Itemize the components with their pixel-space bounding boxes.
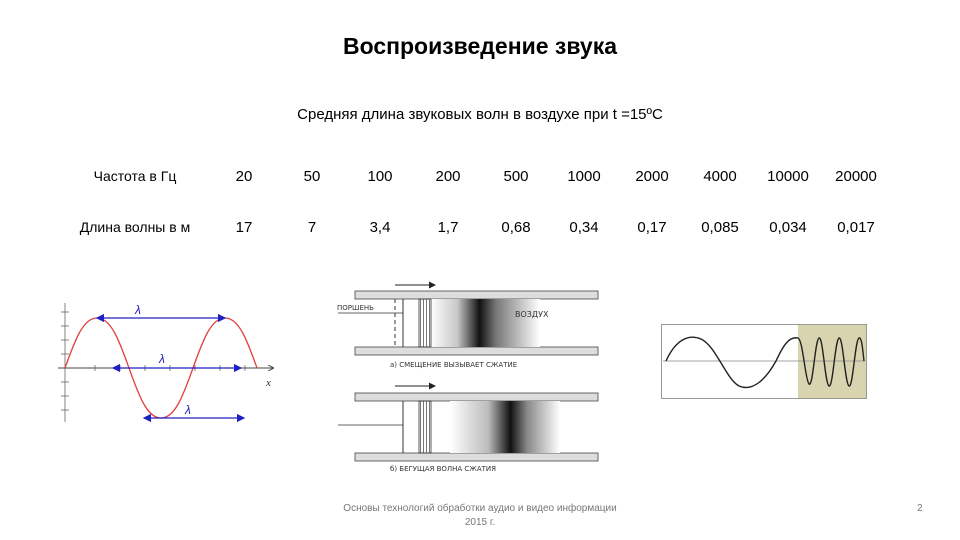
table-cell: 1000 xyxy=(567,167,601,185)
piston-label: ПОРШЕНЬ xyxy=(337,304,374,312)
table-row-wavelength xyxy=(60,197,890,257)
sine-wave-diagram xyxy=(55,300,280,425)
slide-subtitle: Средняя длина звуковых волн в воздухе при t =15ºС xyxy=(297,106,663,123)
table-cell: 200 xyxy=(435,167,461,185)
table-cell: 50 xyxy=(303,167,321,185)
y-axis xyxy=(61,303,69,422)
slide-title: Воспроизведение звука xyxy=(342,33,618,59)
row-label-wavelength: Длина волны в м xyxy=(79,219,191,235)
piston-tube-b xyxy=(338,386,598,473)
table-cell: 7 xyxy=(307,218,317,236)
piston-tube-a xyxy=(337,285,598,369)
table-cell: 20 xyxy=(235,167,253,185)
table-cell: 0,017 xyxy=(837,218,875,236)
table-cell: 100 xyxy=(367,167,393,185)
caption-b: б) БЕГУЩАЯ ВОЛНА СЖАТИЯ xyxy=(390,465,497,473)
table-cell: 4000 xyxy=(703,167,737,185)
lambda-label-top: λ xyxy=(135,303,141,317)
table-cell: 3,4 xyxy=(369,218,391,236)
table-cell: 0,085 xyxy=(701,218,739,236)
table-cell: 0,34 xyxy=(569,218,599,236)
table-cell: 0,17 xyxy=(637,218,667,236)
table-cell: 17 xyxy=(235,218,253,236)
table-cell: 2000 xyxy=(635,167,669,185)
piston-diagram xyxy=(335,275,605,475)
caption-a: а) СМЕЩЕНИЕ ВЫЗЫВАЕТ СЖАТИЕ xyxy=(390,361,518,369)
row-label-frequency: Частота в Гц xyxy=(93,168,177,184)
footer-course-title: Основы технологий обработки аудио и видео информации xyxy=(343,503,617,514)
high-frequency-highlight xyxy=(798,325,866,398)
lambda-label-bottom: λ xyxy=(185,403,191,417)
wavelength-table xyxy=(60,155,890,257)
footer-year: 2015 г. xyxy=(464,517,496,528)
page-number: 2 xyxy=(917,503,923,514)
footer xyxy=(300,502,660,530)
air-label: ВОЗДУХ xyxy=(515,310,549,319)
table-row-frequency xyxy=(60,155,890,197)
x-axis-label: x xyxy=(266,377,271,389)
table-cell: 500 xyxy=(503,167,529,185)
table-cell: 0,68 xyxy=(501,218,531,236)
frequency-wave-diagram xyxy=(661,324,867,399)
table-cell: 20000 xyxy=(835,167,877,185)
table-cell: 0,034 xyxy=(769,218,807,236)
lambda-label-middle: λ xyxy=(159,352,165,366)
table-cell: 1,7 xyxy=(437,218,459,236)
table-cell: 10000 xyxy=(767,167,809,185)
